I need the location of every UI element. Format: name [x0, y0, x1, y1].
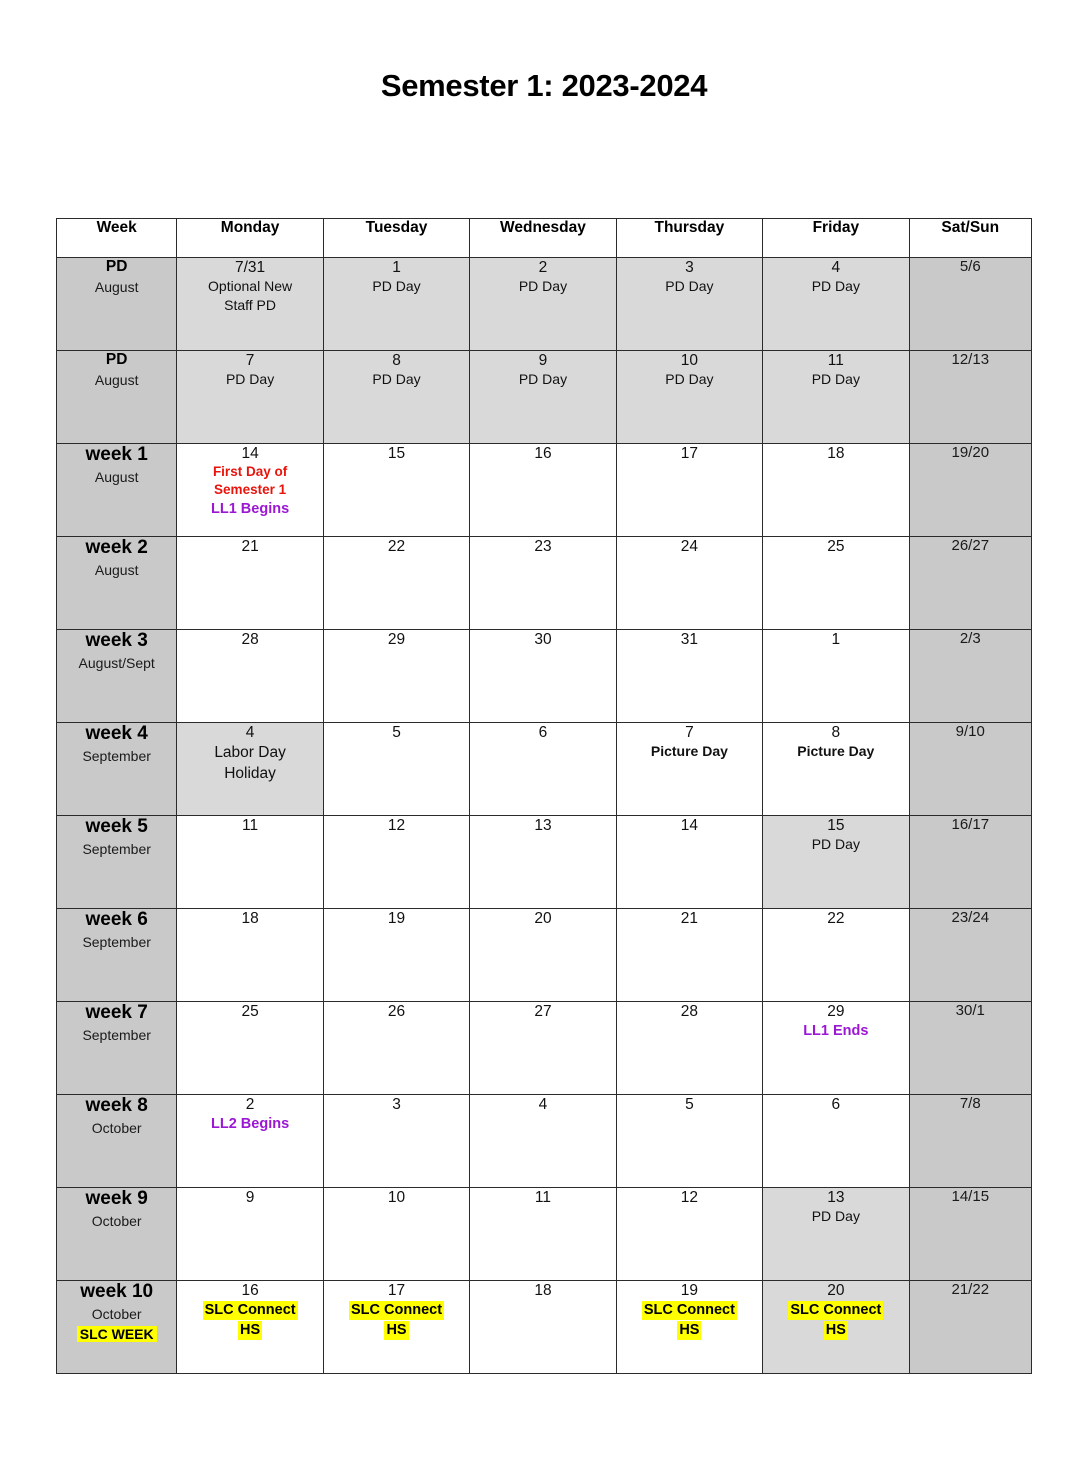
day-note: PD Day [811, 278, 860, 295]
column-header-wednesday: Wednesday [470, 219, 616, 258]
day-number: 18 [241, 910, 259, 927]
day-cell [323, 1188, 469, 1281]
calendar-header-row [57, 219, 1032, 258]
day-number: 19 [387, 910, 406, 927]
day-number: 12 [387, 817, 406, 834]
week-label-cell [57, 258, 177, 351]
day-cell [177, 909, 323, 1002]
day-cell [323, 816, 469, 909]
day-cell [323, 630, 469, 723]
day-cell [763, 258, 909, 351]
day-number: 10 [387, 1189, 406, 1206]
day-number: 5 [685, 1096, 694, 1113]
week-number: week 3 [85, 630, 148, 651]
week-label-cell [57, 816, 177, 909]
day-note: Staff PD [224, 297, 277, 314]
day-number: 23 [534, 538, 552, 555]
day-note-highlight: SLC Connect [790, 1302, 882, 1319]
day-note: PD Day [518, 278, 568, 295]
day-number: 13 [827, 1189, 845, 1206]
day-number: 11 [534, 1189, 551, 1206]
day-number: 10 [680, 352, 699, 369]
day-number: 2 [245, 1096, 255, 1113]
day-cell [616, 537, 762, 630]
day-cell [470, 351, 616, 444]
calendar-week-row [57, 444, 1032, 537]
day-number: 16 [534, 445, 552, 462]
week-month: August/Sept [78, 654, 155, 671]
day-note-highlight: HS [386, 1322, 407, 1339]
week-number: week 1 [85, 444, 148, 465]
week-number: week 9 [85, 1188, 148, 1209]
day-number: 3 [392, 1096, 401, 1113]
day-number: 18 [534, 1282, 552, 1299]
week-month: September [82, 1026, 151, 1043]
day-number: 17 [680, 445, 699, 462]
week-number: week 2 [85, 537, 148, 558]
week-number: PD [105, 258, 128, 275]
day-cell [763, 909, 909, 1002]
day-number: 15 [827, 817, 845, 834]
weekend-cell: 30/1 [909, 1002, 1031, 1095]
day-note-highlight: SLC Connect [351, 1302, 443, 1319]
day-note: PD Day [225, 371, 275, 388]
week-label-cell [57, 909, 177, 1002]
day-cell [323, 537, 469, 630]
week-month: September [82, 933, 151, 950]
day-number: 1 [392, 259, 401, 276]
page-title: Semester 1: 2023-2024 [380, 68, 708, 103]
week-number: PD [105, 351, 128, 368]
day-cell [470, 816, 616, 909]
day-cell [470, 1281, 616, 1374]
day-number: 12 [680, 1189, 699, 1206]
day-cell [177, 1002, 323, 1095]
day-note: PD Day [811, 836, 860, 853]
day-number: 6 [831, 1096, 841, 1113]
week-label-cell [57, 1188, 177, 1281]
day-number: 11 [827, 352, 844, 369]
weekend-cell: 19/20 [909, 444, 1031, 537]
day-number: 24 [680, 538, 699, 555]
day-cell [763, 1002, 909, 1095]
day-cell [177, 723, 323, 816]
calendar-week-row [57, 1281, 1032, 1374]
day-cell [470, 630, 616, 723]
calendar-week-row [57, 723, 1032, 816]
week-number: week 4 [85, 723, 148, 744]
day-cell [763, 723, 909, 816]
weekend-cell: 21/22 [909, 1281, 1031, 1374]
day-cell [763, 816, 909, 909]
calendar-week-row [57, 1095, 1032, 1188]
day-note: Semester 1 [214, 482, 287, 498]
week-month: August [94, 371, 139, 388]
weekend-cell: 2/3 [909, 630, 1031, 723]
day-note: PD Day [811, 1208, 860, 1225]
day-number: 3 [685, 259, 694, 276]
day-number: 22 [387, 538, 406, 555]
column-header-friday: Friday [763, 219, 909, 258]
day-number: 6 [538, 724, 548, 741]
weekend-cell: 9/10 [909, 723, 1031, 816]
column-header-week: Week [57, 219, 177, 258]
day-note: PD Day [518, 371, 568, 388]
day-cell [763, 1188, 909, 1281]
day-note: PD Day [372, 371, 421, 388]
week-extra-badge: SLC WEEK [77, 1326, 157, 1342]
week-label-cell [57, 723, 177, 816]
day-number: 29 [827, 1003, 845, 1020]
week-number: week 6 [85, 909, 148, 930]
day-number: 4 [831, 259, 841, 276]
week-number: week 10 [80, 1281, 154, 1302]
day-number: 9 [538, 352, 548, 369]
day-cell [323, 909, 469, 1002]
weekend-cell: 16/17 [909, 816, 1031, 909]
day-note: LL1 Begins [211, 501, 290, 518]
day-cell [470, 1095, 616, 1188]
week-month: August [94, 278, 139, 295]
column-header-tuesday: Tuesday [323, 219, 469, 258]
day-number: 20 [827, 1282, 845, 1299]
calendar-page [0, 68, 1088, 1476]
day-note: PD Day [665, 278, 714, 295]
day-cell [763, 1095, 909, 1188]
week-label-cell [57, 1002, 177, 1095]
day-number: 19 [680, 1282, 699, 1299]
calendar-week-row [57, 351, 1032, 444]
day-number: 8 [831, 724, 841, 741]
column-header-monday: Monday [177, 219, 323, 258]
day-cell [323, 1281, 469, 1374]
day-number: 18 [827, 445, 845, 462]
day-number: 9 [245, 1189, 255, 1206]
day-cell [323, 444, 469, 537]
day-cell [616, 1095, 762, 1188]
day-number: 11 [242, 817, 259, 834]
day-number: 5 [392, 724, 401, 741]
day-number: 31 [680, 631, 699, 648]
day-cell [616, 1281, 762, 1374]
day-number: 1 [831, 631, 841, 648]
week-number: week 5 [85, 816, 148, 837]
weekend-cell: 23/24 [909, 909, 1031, 1002]
calendar-week-row [57, 1188, 1032, 1281]
day-number: 21 [680, 910, 699, 927]
day-cell [763, 630, 909, 723]
calendar-container [56, 218, 1032, 1374]
day-number: 28 [241, 631, 259, 648]
day-number: 7 [685, 724, 694, 741]
day-cell [177, 630, 323, 723]
week-month: October [91, 1119, 142, 1136]
day-cell [470, 258, 616, 351]
day-number: 30 [534, 631, 552, 648]
day-number: 20 [534, 910, 552, 927]
day-number: 28 [680, 1003, 699, 1020]
day-note-highlight: HS [825, 1322, 846, 1339]
day-cell [177, 258, 323, 351]
day-cell [323, 351, 469, 444]
day-note: LL2 Begins [211, 1116, 290, 1133]
week-month: August [94, 468, 139, 485]
day-number: 27 [534, 1003, 552, 1020]
day-number: 25 [241, 1003, 259, 1020]
semester-calendar-table [56, 218, 1032, 1374]
day-cell [323, 258, 469, 351]
day-number: 29 [387, 631, 406, 648]
weekend-cell: 5/6 [909, 258, 1031, 351]
day-cell [177, 816, 323, 909]
day-cell [177, 1188, 323, 1281]
week-label-cell [57, 351, 177, 444]
week-number: week 8 [85, 1095, 148, 1116]
column-header-satsun: Sat/Sun [909, 219, 1031, 258]
week-month: August [94, 561, 139, 578]
day-number: 16 [241, 1282, 259, 1299]
day-number: 7/31 [234, 259, 266, 276]
calendar-body [57, 258, 1032, 1374]
day-cell [616, 816, 762, 909]
day-cell [323, 1095, 469, 1188]
day-number: 14 [241, 445, 259, 462]
day-number: 21 [241, 538, 259, 555]
day-cell [470, 1002, 616, 1095]
day-number: 4 [245, 724, 255, 741]
day-cell [470, 444, 616, 537]
day-note: PD Day [665, 371, 714, 388]
calendar-week-row [57, 258, 1032, 351]
day-number: 2 [538, 259, 548, 276]
day-number: 17 [387, 1282, 406, 1299]
day-number: 22 [827, 910, 845, 927]
day-note: Picture Day [797, 743, 875, 760]
day-cell [470, 723, 616, 816]
day-cell [177, 537, 323, 630]
week-month: October [91, 1305, 142, 1322]
calendar-week-row [57, 630, 1032, 723]
day-cell [470, 537, 616, 630]
day-cell [177, 1281, 323, 1374]
day-note-highlight: HS [240, 1322, 261, 1339]
day-number: 26 [387, 1003, 406, 1020]
calendar-week-row [57, 1002, 1032, 1095]
day-cell [177, 1095, 323, 1188]
week-label-cell [57, 1095, 177, 1188]
week-label-cell [57, 537, 177, 630]
week-label-cell [57, 1281, 177, 1374]
calendar-week-row [57, 537, 1032, 630]
day-cell [177, 444, 323, 537]
day-cell [763, 1281, 909, 1374]
calendar-week-row [57, 909, 1032, 1002]
day-cell [323, 723, 469, 816]
day-number: 25 [827, 538, 845, 555]
day-note: Labor Day [214, 744, 286, 762]
week-month: October [91, 1212, 142, 1229]
day-number: 8 [392, 352, 401, 369]
day-cell [616, 1188, 762, 1281]
day-cell [177, 351, 323, 444]
day-number: 14 [680, 817, 699, 834]
column-header-thursday: Thursday [616, 219, 762, 258]
day-cell [470, 909, 616, 1002]
day-cell [763, 444, 909, 537]
week-month: September [82, 747, 151, 764]
week-number: week 7 [85, 1002, 148, 1023]
day-note: First Day of [212, 464, 288, 480]
weekend-cell: 12/13 [909, 351, 1031, 444]
day-note-highlight: HS [679, 1322, 700, 1339]
day-cell [763, 537, 909, 630]
day-note: Holiday [224, 765, 276, 783]
week-label-cell [57, 630, 177, 723]
day-cell [616, 630, 762, 723]
week-label-cell [57, 444, 177, 537]
calendar-week-row [57, 816, 1032, 909]
weekend-cell: 7/8 [909, 1095, 1031, 1188]
day-note: Optional New [208, 278, 293, 295]
day-cell [616, 1002, 762, 1095]
day-number: 7 [245, 352, 255, 369]
day-cell [616, 444, 762, 537]
day-cell [323, 1002, 469, 1095]
day-cell [616, 723, 762, 816]
day-note-highlight: SLC Connect [204, 1302, 296, 1319]
day-cell [616, 351, 762, 444]
day-note-highlight: SLC Connect [643, 1302, 735, 1319]
day-note: PD Day [811, 371, 860, 388]
day-note: PD Day [372, 278, 421, 295]
weekend-cell: 26/27 [909, 537, 1031, 630]
day-cell [616, 909, 762, 1002]
day-number: 4 [538, 1096, 548, 1113]
day-cell [470, 1188, 616, 1281]
day-number: 13 [534, 817, 552, 834]
day-cell [616, 258, 762, 351]
day-number: 15 [387, 445, 406, 462]
day-note: Picture Day [650, 743, 728, 760]
day-cell [763, 351, 909, 444]
weekend-cell: 14/15 [909, 1188, 1031, 1281]
week-month: September [82, 840, 151, 857]
day-note: LL1 Ends [803, 1023, 869, 1040]
